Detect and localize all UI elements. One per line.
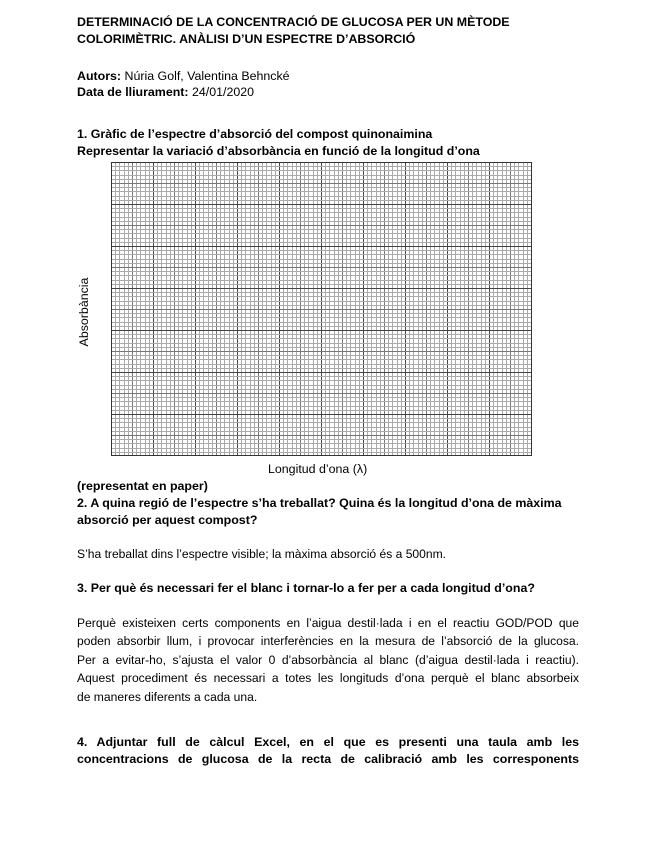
section1-heading [77,126,587,160]
y-axis-label: Absorbància [77,277,91,347]
section3-answer-line4: Aquest procediment és necessari a totes les longituds d’ona perquè el blanc absorbeix [77,671,579,686]
section1-heading-line2: Representar la variació d’absorbància en funció de la longitud d’ona [77,144,480,158]
section1-heading-line1: 1. Gràfic de l’espectre d’absorció del compost quinonaimina [77,127,433,141]
section1-note: (representat en paper) [77,479,208,493]
section2-answer: S’ha treballat dins l’espectre visible; la màxima absorció és a 500nm. [77,547,447,561]
section3-answer-line1: Perquè existeixen certs components en l’aigua destil·lada i en el reactiu GOD/POD que [77,616,579,630]
date-line [77,84,254,100]
section3-answer-line2: poden absorbir llum, i provocar interferències en la mesura de l’absorció de la glucosa. [77,634,579,649]
date-value: 24/01/2020 [188,85,255,99]
section4-question-line2: concentracions de glucosa de la recta de calibració amb les corresponents [77,752,579,766]
section3-question: 3. Per què és necessari fer el blanc i tornar-lo a fer per a cada longitud d’ona? [77,581,535,595]
date-label: Data de lliurament: [77,85,189,99]
graph-paper-grid [111,162,532,456]
x-axis-label: Longitud d’ona (λ) [268,462,368,476]
authors-line [77,68,290,84]
section2-question-line1: 2. A quina regió de l’espectre s’ha treballat? Quina és la longitud d’ona de màxima [77,496,562,510]
section3-answer [77,614,579,706]
document-title-line2: COLORIMÈTRIC. ANÀLISI D’UN ESPECTRE D’ABSORCIÓ [77,32,416,46]
section4-question-line1: 4. Adjuntar full de càlcul Excel, en el que es presenti una taula amb les [77,735,579,749]
section3-answer-line3: Per a evitar-ho, s’ajusta el valor 0 d’absorbància al blanc (d’aigua destil·lada i reactiu). [77,652,579,667]
section2-question [77,495,587,529]
section4-question [77,734,579,768]
authors-value: Núria Golf, Valentina Behncké [121,69,290,83]
authors-label: Autors: [77,69,122,83]
graph-paper [111,162,532,456]
section3-answer-line5: de maneres diferents a cada una. [77,689,258,704]
document-title [77,14,597,48]
section2-question-line2: absorció per aquest compost? [77,513,258,527]
document-title-line1: DETERMINACIÓ DE LA CONCENTRACIÓ DE GLUCOSA PER UN MÈTODE [77,15,510,29]
